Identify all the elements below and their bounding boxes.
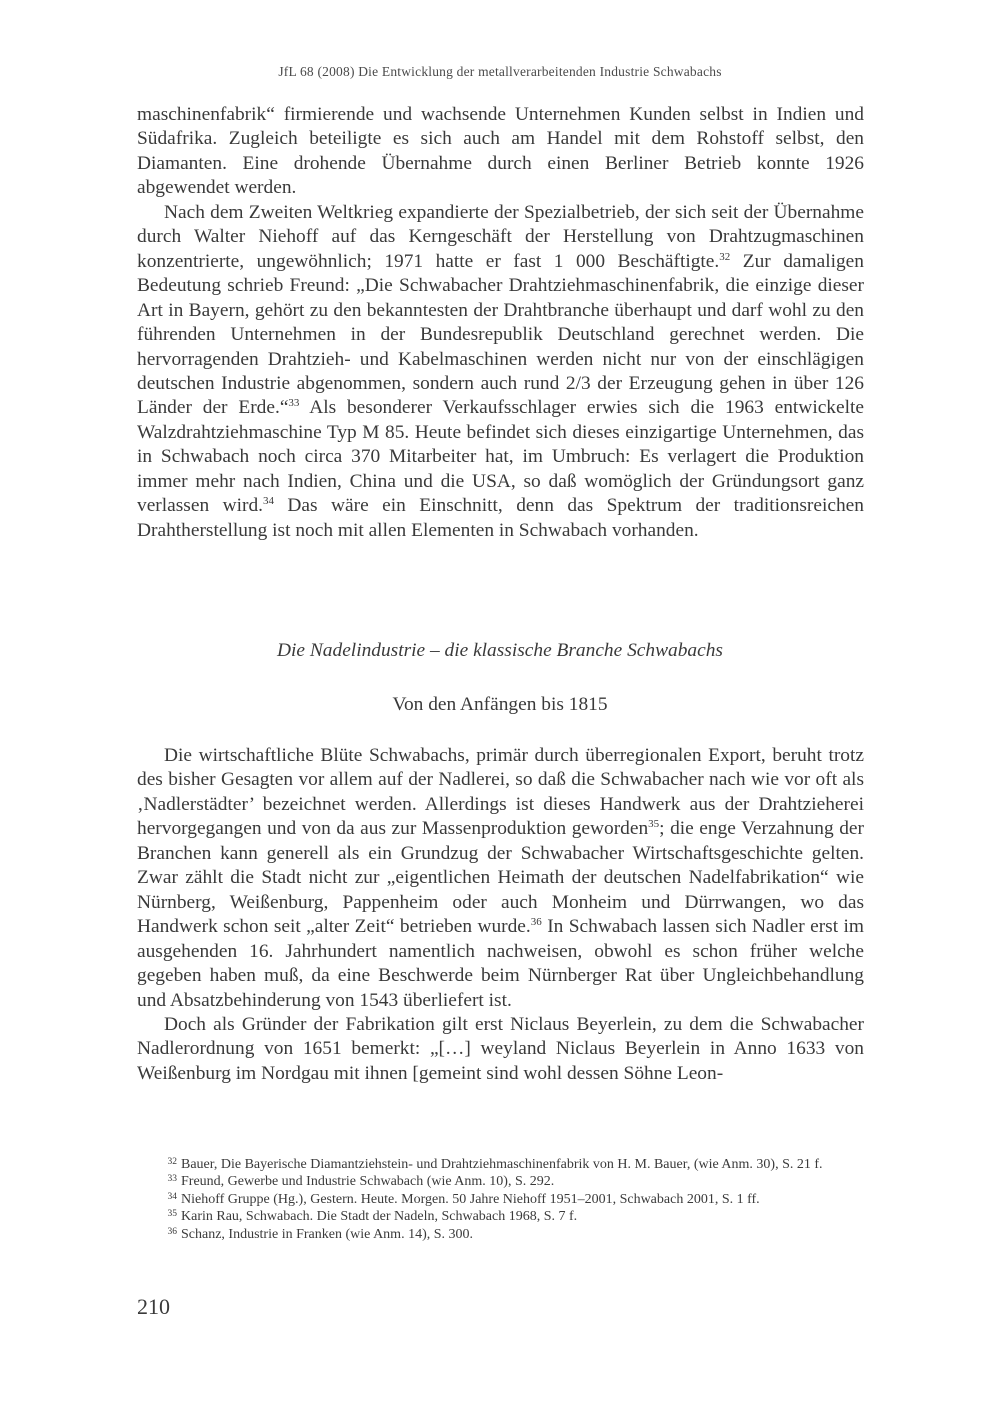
footnote-text: Karin Rau, Schwabach. Die Stadt der Nadeln, Schwabach 1968, S. 7 f.	[181, 1209, 578, 1225]
paragraph-3-part-c: In Schwabach lassen sich Nadler erst im ausgehenden 16. Jahrhundert namentlich nachweisen, obwohl es schon früher welche gegeben haben muß, da eine Beschwerde beim Nürnberger Rat über Ungleichbehandlung und Absatzbehinderung von 1543 überliefert ist.	[137, 916, 865, 1011]
paragraph-2-part-a: Nach dem Zweiten Weltkrieg expandierte der Spezialbetrieb, der sich seit der Übernahme durch Walter Niehoff auf das Kerngeschäft der Herstellung von Drahtzugmaschinen konzentrierte, ungewöhnlich; 1971 hatte er fast 1 000 Beschäftigte.	[137, 201, 864, 272]
paragraph-4: Doch als Gründer der Fabrikation gilt erst Niclaus Beyerlein, zu dem die Schwabacher Nadlerordnung von 1651 bemerkt: „[…] weyland Niclaus Beyerlein in Anno 1633 von Weißenburg im Nordgau mit ihnen [gemeint sind wohl dessen Söhne Leon-	[137, 1013, 864, 1084]
page-number: 210	[137, 1294, 170, 1319]
footnote-number: 32	[167, 1157, 177, 1167]
paragraph-3-part-b: ; die enge Verzahnung der Branchen kann generell als ein Grundzug der Schwabacher Wirtschaftsgeschichte gelten. Zwar zählt die Stadt nicht zur „eigentlichen Heimath der deutschen Nadelfabrikation“ wie Nürnberg, Weißenburg, Pappenheim oder auch Monheim und Dürrwangen, wo das Handwerk schon seit „alter Zeit“ betrieben wurde.	[137, 818, 864, 938]
footnote-ref-36[interactable]: 36	[530, 916, 542, 929]
footnote-34	[137, 1191, 864, 1208]
footnotes	[137, 1156, 864, 1243]
paragraph-2-part-d: Das wäre ein Einschnitt, denn das Spektrum der traditionsreichen Drahtherstellung ist noch mit allen Elementen in Schwabach vorhanden.	[137, 495, 864, 541]
footnote-text: Schanz, Industrie in Franken (wie Anm. 14), S. 300.	[181, 1226, 474, 1242]
body-text-mid	[137, 744, 864, 1086]
footnote-ref-33[interactable]: 33	[288, 397, 300, 410]
footnote-32	[137, 1156, 864, 1173]
footnote-number: 33	[167, 1174, 177, 1185]
footnote-ref-35[interactable]: 35	[648, 818, 660, 831]
body-text-top	[137, 103, 864, 543]
footnote-number: 34	[167, 1191, 177, 1202]
paragraph-2-part-c: Als besonderer Verkaufsschlager erwies sich die 1963 entwickelte Walzdrahtziehmaschine Typ M 85. Heute befindet sich dieses einzigartige Unternehmen, das in Schwabach noch circa 370 Mitarbeiter hat, im Umbruch: Es verlagert die Produktion immer mehr nach Indien, China und die USA, so daß womöglich der Gründungsort ganz verlassen wird.	[137, 397, 864, 517]
paragraph-2-part-b: Zur damaligen Bedeutung schrieb Freund: „Die Schwabacher Drahtziehmaschinenfabrik, die einzige dieser Art in Bayern, gehört zu den bekanntesten der Drahtbranche überhaupt und darf wohl zu den führenden Unternehmen in der Bundesrepublik Deutschland gerechnet werden. Die hervorragenden Drahtzieh- und Kabelmaschinen werden nicht nur von der einschlägigen deutschen Industrie abgenommen, sondern auch rund 2/3 der Erzeugung gehen in über 126 Länder der Erde.“	[137, 250, 864, 419]
footnote-ref-32[interactable]: 32	[719, 250, 731, 263]
footnote-text: Bauer, Die Bayerische Diamantziehstein- und Drahtziehmaschinenfabrik von H. M. Bauer, (wie Anm. 30), S. 21 f.	[181, 1157, 823, 1172]
running-head: JfL 68 (2008) Die Entwicklung der metallverarbeitenden Industrie Schwabachs	[278, 64, 722, 79]
footnote-number: 35	[167, 1209, 177, 1220]
footnote-35	[137, 1208, 864, 1225]
footnote-text: Freund, Gewerbe und Industrie Schwabach (wie Anm. 10), S. 292.	[181, 1174, 555, 1190]
footnote-33	[137, 1173, 864, 1190]
footnote-ref-34[interactable]: 34	[262, 495, 274, 508]
paragraph-3	[137, 744, 864, 1013]
footnote-number: 36	[167, 1226, 177, 1237]
paragraph-3-part-a: Die wirtschaftliche Blüte Schwabachs, primär durch überregionalen Export, beruht trotz des bisher Gesagten vor allem auf der Nadlerei, so daß die Schwabacher nach wie vor oft als ‚Nadlerstädter’ bezeichnet werden. Allerdings ist dieses Handwerk aus der Drahtzieherei hervorgegangen und von da aus zur Massenproduktion geworden	[137, 745, 864, 840]
footnote-text: Niehoff Gruppe (Hg.), Gestern. Heute. Morgen. 50 Jahre Niehoff 1951–2001, Schwabach 2001, S. 1 ff.	[181, 1191, 760, 1207]
footnote-36	[137, 1226, 864, 1243]
paragraph-2	[137, 201, 864, 543]
section-heading: Die Nadelindustrie – die klassische Branche Schwabachs	[277, 640, 723, 661]
paragraph-1: maschinenfabrik“ firmierende und wachsende Unternehmen Kunden selbst in Indien und Südafrika. Zugleich beteiligte es sich auch am Handel mit dem Rohstoff selbst, den Diamanten. Eine drohende Übernahme durch einen Berliner Betrieb konnte 1926 abgewendet werden.	[137, 104, 864, 199]
subsection-heading: Von den Anfängen bis 1815	[392, 694, 608, 715]
